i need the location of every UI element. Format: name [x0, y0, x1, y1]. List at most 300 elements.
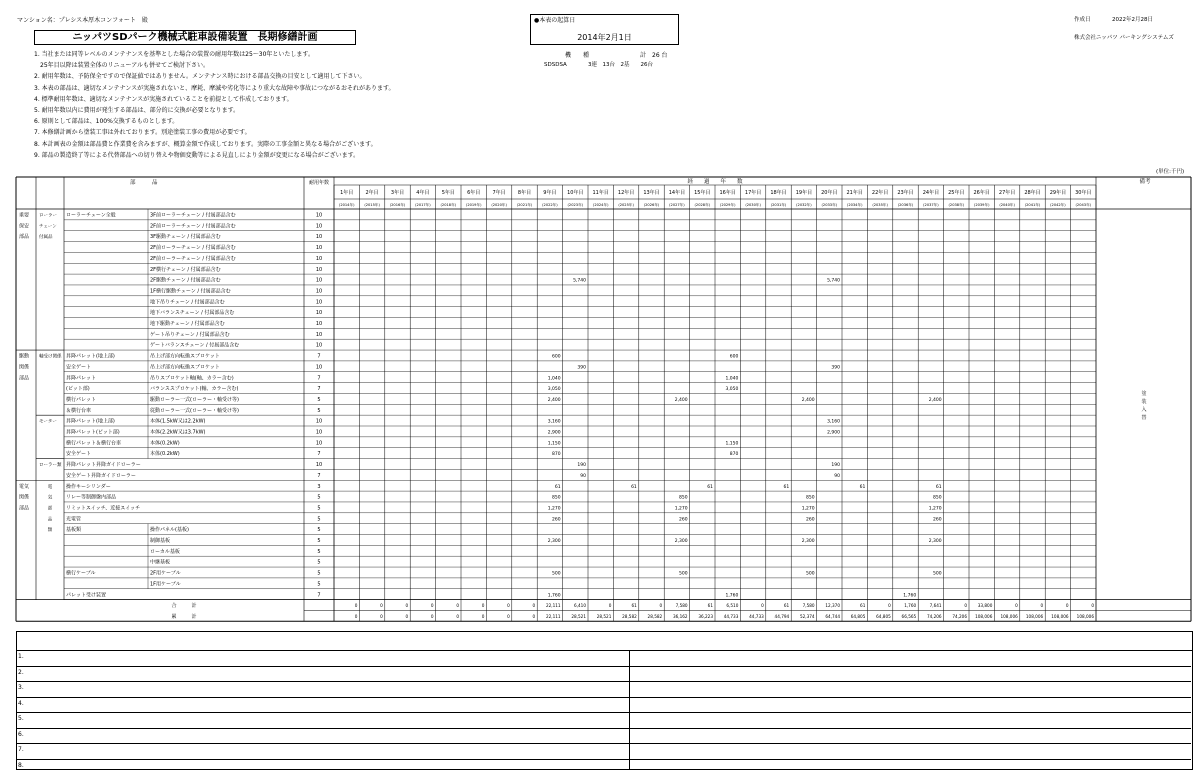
cumulative-total: 108,006 [1025, 613, 1044, 619]
remarks-text: 装 [1141, 399, 1147, 405]
part-detail: 2F駆動チェーン / 付属部品含む [150, 277, 221, 284]
keika-header: 経 過 年 数 [687, 179, 743, 185]
category-label: 電気 [19, 483, 30, 490]
cumulative-total: 108,006 [975, 613, 993, 619]
cost-value: 2,300 [674, 538, 688, 544]
part-detail: 3F駆動チェーン / 付属部品含む [150, 234, 221, 241]
year-header: 30年目 [1075, 190, 1092, 196]
part-detail: 吊上げ部方向転換スプロケット [150, 353, 220, 360]
annual-total: 61 [707, 603, 713, 609]
cumulative-total: 0 [430, 613, 434, 619]
cumulative-total: 108,006 [1051, 613, 1069, 619]
part-name: リミットスイッチ、近接スイッチ [66, 505, 141, 512]
cost-value: 61 [631, 484, 637, 490]
cost-value: 500 [806, 571, 815, 577]
cumulative-total: 64,805 [850, 613, 866, 619]
fiscal-year-header: (2027年) [669, 203, 685, 207]
client-name: マンション名：プレシス本厚木コンフォート 殿 [17, 17, 148, 24]
part-detail: 中継基板 [150, 559, 171, 566]
cost-value: 1,150 [725, 441, 739, 447]
fiscal-year-header: (2031年) [770, 203, 787, 207]
memo-number: 3. [18, 684, 24, 691]
part-detail: 操作パネル(基板) [150, 527, 189, 534]
cost-value: 1,270 [547, 506, 561, 512]
cost-value: 390 [831, 365, 840, 371]
cumulative-total: 64,805 [876, 613, 891, 619]
annual-total: 6,410 [574, 603, 586, 609]
cumulative-total: 28,582 [647, 613, 663, 619]
subcategory-label: 電 [47, 484, 53, 490]
cost-value: 1,760 [547, 593, 561, 599]
fiscal-year-header: (2024年) [592, 203, 609, 207]
note-item: 7. 本修繕計画から塗装工事は外れております。別途塗装工事の費用が必要です。 [34, 129, 251, 137]
life-years: 10 [315, 331, 323, 338]
year-header: 8年目 [517, 190, 532, 196]
part-detail: 1F用ケーブル [150, 581, 181, 588]
memo-number: 7. [18, 746, 24, 753]
year-header: 28年目 [1024, 190, 1041, 196]
cumulative-total: 0 [405, 613, 409, 619]
note-item: 4. 標準耐用年数は、適切なメンテナンスが実施されていることを前提として作成しております。 [34, 95, 293, 103]
life-years: 10 [315, 364, 323, 371]
subcategory-label: 軸受け関係 [39, 354, 62, 360]
life-years: 10 [315, 234, 323, 241]
note-item: 6. 原則として部品は、100%交換するものとします。 [34, 118, 179, 126]
category-label: 保安 [19, 223, 30, 230]
life-years: 5 [317, 538, 321, 544]
annual-total: 0 [964, 603, 967, 609]
cumulative-total: 108,006 [1076, 613, 1094, 619]
year-header: 5年目 [441, 190, 455, 196]
year-header: 25年目 [948, 190, 965, 196]
year-header: 3年目 [390, 190, 405, 196]
cumulative-total: 74,206 [952, 613, 967, 619]
part-name: 昇降パレット [66, 375, 96, 382]
cost-value: 260 [806, 517, 815, 523]
year-header: 27年目 [998, 190, 1016, 196]
fiscal-year-header: (2026年) [643, 203, 660, 207]
annual-total: 0 [481, 603, 485, 609]
part-name: 横行ケーブル [66, 570, 96, 577]
cost-value: 1,760 [725, 593, 739, 599]
fiscal-year-header: (2030年) [745, 203, 761, 207]
cost-value: 190 [577, 463, 586, 469]
start-date-value: 2014年2月1日 [577, 33, 632, 42]
cost-value: 2,400 [547, 397, 561, 403]
cumulative-total: 0 [507, 613, 510, 619]
cost-value: 260 [679, 517, 688, 523]
memo-number: 2. [18, 668, 24, 676]
memo-row[interactable] [16, 728, 1191, 745]
part-detail: ゲートバランスチェーン / 付属部品含む [150, 342, 240, 349]
cost-value: 3,160 [547, 419, 561, 425]
part-detail: 駆動ローラー一式(ローラー・軸受け等) [150, 396, 239, 403]
year-header: 11年目 [592, 190, 609, 196]
life-years: 5 [317, 505, 321, 512]
cumulative-total: 0 [481, 613, 485, 619]
cost-value: 1,270 [674, 506, 688, 512]
part-detail: 地下バランスチェーン / 付属部品含む [150, 310, 235, 317]
subcategory-label: ローラー類 [39, 463, 62, 469]
memo-number: 6. [18, 730, 24, 738]
total-units: 計 26 台 [640, 52, 668, 59]
life-years: 10 [315, 212, 323, 219]
category-label: 関係 [19, 494, 30, 501]
life-years: 10 [315, 288, 323, 295]
year-header: 24年目 [922, 190, 940, 196]
cost-value: 850 [552, 495, 561, 501]
subcategory-label: 部 [47, 506, 53, 512]
year-header: 22年目 [871, 190, 889, 196]
annual-total: 7,580 [675, 603, 688, 609]
sum-label: 合 計 [171, 603, 197, 610]
part-detail: 本体(0.2kW) [150, 451, 180, 458]
fiscal-year-header: (2022年) [542, 203, 558, 207]
subcategory-label: 気 [47, 495, 53, 501]
life-years: 3 [317, 483, 321, 490]
life-years: 7 [317, 451, 321, 458]
cumulative-total: 52,374 [799, 613, 815, 619]
part-name: 安全ゲート昇降ガイドローラー [66, 472, 136, 479]
cost-value: 90 [580, 473, 586, 479]
created-date: 2022年2月28日 [1112, 17, 1153, 23]
cost-value: 850 [679, 495, 688, 501]
cumulative-total: 64,744 [825, 613, 840, 619]
note-item: 2. 耐用年数は、予防保全ですので保証値ではありません。メンテナンス時における部品交換の目安として適用して下さい。 [34, 73, 366, 81]
part-name: パレット受け装置 [66, 592, 106, 599]
fiscal-year-header: (2032年) [796, 203, 812, 207]
annual-total: 12,370 [825, 603, 840, 609]
memo-row[interactable] [16, 697, 1191, 714]
cost-value: 2,900 [547, 430, 561, 436]
category-label: 部品 [19, 375, 30, 382]
part-name: 基板類 [66, 527, 82, 534]
year-header: 16年目 [719, 190, 736, 196]
year-header: 23年目 [897, 190, 914, 196]
fiscal-year-header: (2043年) [1075, 203, 1092, 207]
memo-row[interactable] [16, 743, 1191, 760]
annual-total: 0 [761, 603, 764, 609]
cumulative-total: 28,521 [596, 613, 612, 619]
cumulative-total: 44,733 [723, 613, 739, 619]
year-header: 20年目 [821, 190, 838, 196]
memo-number: 8. [18, 761, 24, 769]
part-name: 操作キーシリンダー [66, 483, 111, 490]
annual-total: 0 [380, 603, 383, 609]
model-name: SDSDSA [544, 62, 567, 68]
fiscal-year-header: (2033年) [821, 203, 838, 207]
memo-row[interactable] [16, 666, 1191, 683]
annual-total: 61 [783, 603, 790, 609]
cost-value: 61 [935, 484, 942, 490]
part-name: 昇降パレット(地上部) [66, 353, 115, 360]
note-item: 25年目以降は装置全体のリニューアルも併せてご検討下さい。 [34, 62, 209, 70]
life-years: 10 [315, 429, 323, 436]
cost-value: 2,400 [674, 397, 688, 403]
cost-value: 500 [933, 571, 942, 577]
annual-total: 0 [507, 603, 510, 609]
fiscal-year-header: (2036年) [897, 203, 914, 207]
annual-total: 33,800 [977, 603, 993, 609]
annual-total: 0 [1091, 603, 1094, 609]
part-detail: 3F前ローラーチェーン / 付属部品含む [150, 212, 236, 219]
year-header: 2年目 [365, 190, 379, 196]
life-years: 10 [315, 255, 323, 262]
cumulative-total: 0 [354, 613, 358, 619]
fiscal-year-header: (2015年) [364, 203, 380, 207]
part-name: 昇降パレット(地上部) [66, 418, 115, 425]
fiscal-year-header: (2020年) [491, 203, 507, 207]
cumulative-total: 44,794 [774, 613, 790, 619]
part-detail: 地下駆動チェーン / 付属部品含む [150, 321, 225, 327]
remarks-header: 備考 [1139, 179, 1151, 185]
life-years: 10 [315, 245, 323, 252]
life-years: 7 [317, 592, 321, 599]
annual-total: 61 [631, 603, 637, 609]
life-years: 5 [317, 581, 321, 588]
cumulative-total: 28,582 [622, 613, 637, 619]
part-detail: 地下吊りチェーン / 付属部品含む [150, 299, 225, 306]
part-detail: 2F用ケーブル [150, 570, 181, 577]
cost-value: 5,740 [827, 278, 840, 284]
part-name: ＆横行台車 [66, 407, 92, 414]
life-years: 7 [317, 353, 321, 360]
cost-value: 870 [729, 452, 739, 458]
year-header: 29年目 [1049, 190, 1067, 196]
cost-value: 2,400 [928, 397, 942, 403]
part-detail: 従動ローラー一式(ローラー・軸受け等) [150, 407, 239, 414]
annual-total: 0 [659, 603, 663, 609]
cumulative-total: 0 [532, 613, 536, 619]
cumulative-total: 0 [380, 613, 383, 619]
part-detail: 2F前ローラーチェーン / 付属部品含む [150, 223, 236, 230]
subcategory-label: ローラー [39, 213, 57, 219]
year-header: 4年目 [416, 190, 430, 196]
note-item: 8. 本計画表の金額は部品費と作業費を含みますが、概算金額で作成しております。実際の工事金額と異なる場合がございます。 [34, 140, 377, 148]
note-item: 9. 部品の製造終了等による代替部品への切り替えや物価変動等による見直しにより金額が変更になる場合がございます。 [34, 151, 360, 159]
annual-total: 0 [532, 603, 536, 609]
cost-value: 260 [552, 517, 561, 523]
memo-header [17, 632, 1192, 651]
fiscal-year-header: (2018年) [440, 203, 457, 207]
life-years: 7 [317, 375, 321, 382]
part-detail: 制御基板 [150, 538, 171, 544]
part-detail: ゲート吊りチェーン / 付属部品含む [150, 331, 230, 338]
cost-value: 500 [679, 571, 688, 577]
cumulative-total: 28,521 [571, 613, 586, 619]
year-header: 15年目 [694, 190, 711, 196]
life-years: 10 [315, 266, 323, 273]
part-name: 光電管 [66, 516, 82, 523]
year-header: 13年目 [643, 190, 660, 196]
fiscal-year-header: (2039年) [973, 203, 990, 207]
cost-value: 2,900 [827, 430, 840, 436]
part-name: 昇降パレット昇降ガイドローラー [66, 462, 141, 469]
part-detail: 2F前ローラーチェーン / 付属部品含む [150, 245, 236, 252]
year-header: 17年目 [744, 190, 762, 196]
fiscal-year-header: (2035年) [872, 203, 888, 207]
part-detail: 吊りスプロケット軸(軸、カラー含む) [150, 375, 234, 382]
life-years: 5 [317, 494, 321, 501]
subcategory-label: 類 [47, 528, 53, 534]
life-years: 10 [315, 440, 323, 447]
subcategory-label: チェーン [39, 224, 57, 230]
annual-total: 0 [1065, 603, 1069, 609]
cost-value: 850 [933, 495, 942, 501]
life-years: 5 [317, 548, 321, 555]
part-name: 横行パレット [66, 396, 96, 403]
cost-value: 870 [552, 452, 561, 458]
memo-row[interactable] [16, 650, 1191, 667]
remarks-text: 塗 [1141, 391, 1147, 397]
cost-value: 61 [554, 484, 561, 490]
part-detail: ローカル基板 [150, 548, 180, 555]
part-detail: 2F前ローラーチェーン / 付属部品含む [150, 255, 236, 262]
part-detail: バランススプロケット(軸、カラー含む) [150, 386, 239, 393]
fiscal-year-header: (2037年) [923, 203, 939, 207]
annual-total: 0 [608, 603, 612, 609]
subcategory-label: 品 [47, 517, 53, 523]
cost-value: 1,270 [801, 506, 815, 512]
fiscal-year-header: (2014年) [338, 203, 355, 207]
fiscal-year-header: (2021年) [516, 203, 533, 207]
annual-total: 61 [860, 603, 866, 609]
cumulative-total: 108,006 [1000, 613, 1018, 619]
start-date-label: ●本表の起算日 [534, 17, 576, 24]
model-detail: 3連 13台 2基 26台 [588, 62, 653, 68]
cumulative-total: 22,111 [545, 613, 561, 619]
cost-value: 1,040 [725, 376, 739, 382]
cumulative-total: 0 [456, 613, 459, 619]
category-label: 部品 [19, 505, 30, 512]
life-header: 耐用年数 [308, 180, 330, 186]
cumulative-total: 66,565 [901, 613, 917, 619]
cost-value: 3,050 [725, 387, 739, 393]
cost-value: 600 [729, 354, 739, 360]
annual-total: 0 [1015, 603, 1018, 609]
cost-value: 61 [859, 484, 866, 490]
life-years: 10 [315, 223, 323, 230]
memo-row[interactable] [16, 681, 1191, 698]
fiscal-year-header: (2038年) [948, 203, 965, 207]
category-label: 部品 [19, 234, 30, 241]
fiscal-year-header: (2041年) [1024, 203, 1041, 207]
life-years: 5 [317, 396, 321, 403]
year-header: 10年目 [567, 190, 584, 196]
year-header: 21年目 [846, 190, 863, 196]
memo-row[interactable] [16, 712, 1191, 729]
cost-value: 61 [707, 484, 713, 490]
life-years: 10 [315, 310, 323, 317]
part-name: ローラーチェーン全般 [66, 212, 116, 219]
cost-value: 1,150 [547, 441, 561, 447]
annual-total: 7,580 [802, 603, 815, 609]
cumulative-label: 累 計 [171, 613, 197, 620]
life-years: 5 [317, 527, 321, 534]
part-detail: 本体(2.2kW又は3.7kW) [150, 429, 206, 436]
year-header: 6年目 [467, 190, 481, 196]
cost-value: 850 [806, 495, 815, 501]
created-label: 作成日 [1074, 17, 1091, 23]
remarks-text: 替 [1141, 415, 1147, 421]
part-name: リレー等制御盤内部品 [66, 494, 117, 501]
part-name: (ピット部) [66, 386, 90, 393]
part-name: 昇降パレット(ピット部) [66, 429, 120, 436]
cost-value: 2,400 [801, 397, 815, 403]
life-years: 5 [317, 559, 321, 566]
year-header: 18年目 [770, 190, 787, 196]
category-label: 重要 [19, 212, 30, 219]
note-item: 1. 当社または同等レベルのメンテナンスを基準とした場合の装置の耐用年数は25〜30年といたします。 [34, 51, 314, 58]
annual-total: 0 [430, 603, 434, 609]
cost-value: 600 [552, 354, 561, 360]
cost-value: 190 [831, 463, 840, 469]
category-label: 駆動 [19, 353, 30, 360]
life-years: 10 [315, 342, 323, 349]
fiscal-year-header: (2028年) [694, 203, 711, 207]
part-detail: 2F横行チェーン / 付属部品含む [150, 266, 221, 273]
fiscal-year-header: (2017年) [415, 203, 431, 207]
life-years: 5 [317, 516, 321, 523]
life-years: 10 [315, 418, 323, 425]
subcategory-label: モーター [39, 419, 57, 425]
cost-value: 1,040 [547, 376, 561, 382]
year-header: 7年目 [492, 190, 506, 196]
life-years: 7 [317, 386, 321, 393]
annual-total: 0 [456, 603, 459, 609]
unit-label: (単位:千円) [1156, 169, 1185, 175]
fiscal-year-header: (2040年) [999, 203, 1015, 207]
year-header: 9年目 [543, 190, 557, 196]
life-years: 10 [315, 462, 323, 469]
part-detail: 本体(1.5kW又は2.2kW) [150, 418, 206, 425]
cumulative-total: 44,733 [749, 613, 764, 619]
year-header: 1年目 [340, 190, 354, 196]
memo-number: 1. [18, 653, 24, 660]
cost-value: 61 [783, 484, 790, 490]
cost-value: 2,300 [801, 538, 815, 544]
cost-value: 2,300 [928, 538, 942, 544]
subcategory-label: 付属品 [39, 235, 53, 241]
cost-value: 500 [552, 571, 561, 577]
part-name: 安全ゲート [66, 451, 92, 458]
part-detail: 本体(0.2kW) [150, 440, 180, 447]
annual-total: 6,510 [726, 603, 739, 609]
annual-total: 7,641 [929, 603, 942, 609]
annual-total: 0 [1040, 603, 1044, 609]
annual-total: 22,111 [545, 603, 561, 609]
year-header: 12年目 [617, 190, 635, 196]
fiscal-year-header: (2023年) [567, 203, 584, 207]
annual-total: 0 [354, 603, 358, 609]
memo-row[interactable] [16, 759, 1191, 775]
fiscal-year-header: (2025年) [618, 203, 634, 207]
part-detail: 1F横行駆動チェーン / 付属部品含む [150, 288, 231, 295]
year-header: 19年目 [795, 190, 813, 196]
annual-total: 1,760 [904, 603, 917, 609]
cost-value: 3,160 [827, 419, 840, 425]
kishu-label: 機 種 [565, 52, 590, 59]
life-years: 10 [315, 299, 323, 306]
life-years: 10 [315, 321, 323, 327]
part-name: 安全ゲート [66, 364, 92, 371]
year-header: 26年目 [973, 190, 990, 196]
part-detail: 吊上げ部方向転換スプロケット [150, 364, 220, 371]
note-item: 5. 耐用年数以内に費用が発生する部品は、部分的に交換が必要となります。 [34, 106, 240, 114]
fiscal-year-header: (2034年) [846, 203, 863, 207]
cost-value: 5,740 [573, 278, 586, 284]
cost-value: 1,760 [903, 593, 917, 599]
